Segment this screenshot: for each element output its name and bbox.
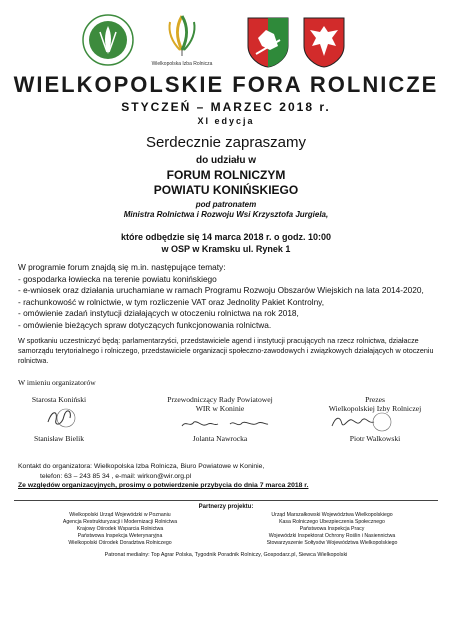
contact-line: telefon: 63 – 243 85 34 , e-mail: wirkon@wir.org.pl — [40, 472, 192, 480]
signature-role2: WIR w Koninie — [195, 404, 245, 413]
edition-label: XI edycja — [197, 116, 255, 126]
signature-name: Stanisław Bielik — [34, 434, 84, 443]
partner-item: Kasa Rolniczego Ubezpieczenia Społecznego — [279, 518, 385, 525]
wir-logo-text: Wielkopolska Izba Rolnicza — [151, 61, 213, 67]
signature-scribble-3 — [328, 412, 398, 432]
greeting: Serdecznie zapraszamy — [145, 134, 307, 151]
partner-item: Urząd Marszałkowski Województwa Wielkopolskiego — [271, 512, 393, 518]
signature-scribble-2 — [180, 418, 270, 430]
partner-item: Agencja Restrukturyzacji i Modernizacji Rolnictwa — [62, 518, 178, 525]
date-range: STYCZEŃ – MARZEC 2018 r. — [121, 100, 331, 114]
patronage-label: pod patronatem — [195, 200, 257, 209]
logo-row — [0, 12, 452, 70]
partner-item: Wielkopolski Ośrodek Doradztwa Rolniczego — [68, 539, 172, 546]
program-item: - omówienie bieżących spraw dotyczących funkcjonowania rolnictwa. — [18, 319, 272, 330]
wielkopolska-eagle-crest — [302, 16, 346, 68]
forum-title-line1: FORUM ROLNICZYM — [166, 168, 286, 182]
signature-role: Starosta Koniński — [31, 395, 87, 404]
participants-paragraph: W spotkaniu uczestniczyć będą: parlamentarzyści, przedstawiciele agend i instytucji pracujących na rzecz rolnictwa, działacze samorządu terytorialnego i rolniczego, przedstawiciele organizacji społeczno-zawodowych i związkowych działających w otoczeniu rolnictwa. — [18, 336, 434, 365]
program-item: - omówienie zadań instytucji działających w otoczeniu rolnictwa na rok 2018, — [18, 308, 299, 319]
partners-divider — [14, 500, 438, 501]
participate-label: do udziału w — [196, 155, 256, 166]
signature-role: Przewodniczący Rady Powiatowej — [167, 395, 273, 404]
partners-right-column — [232, 512, 432, 547]
rsvp-note: Ze względów organizacyjnych, prosimy o potwierdzenie przybycia do dnia 7 marca 2018 r. — [18, 482, 309, 489]
partner-item: Państwowa Inspekcja Weterynaryjna — [77, 532, 163, 539]
partner-item: Wojewódzki Inspektorat Ochrony Roślin i Nasiennictwa — [268, 532, 396, 539]
program-item: - e-wniosek oraz działania uruchamiane w ramach Programu Rozwoju Obszarów Wiejskich na lata 2014-2020, — [18, 285, 424, 296]
media-patronage: Patronat medialny: Top Agrar Polska, Tygodnik Poradnik Rolniczy, Gospodarz.pl, Siewca Wielkopolski — [104, 552, 348, 558]
partner-item: Krajowy Ośrodek Wsparcia Rolnictwa — [76, 525, 164, 532]
signature-role: Prezes — [365, 395, 385, 404]
page-title: WIELKOPOLSKIE FORA ROLNICZE — [13, 72, 439, 97]
partner-item: Państwowa Inspekcja Pracy — [299, 525, 365, 532]
event-location: w OSP w Kramsku ul. Rynek 1 — [161, 244, 291, 254]
signature-block-3 — [300, 395, 450, 413]
program-item: - rachunkowość w rolnictwie, w tym rozliczenie VAT oraz Jednolity Pakiet Kontrolny, — [18, 296, 325, 307]
program-section — [18, 262, 438, 332]
contact-line: Kontakt do organizatora: Wielkopolska Izba Rolnicza, Biuro Powiatowe w Koninie, — [18, 463, 265, 470]
program-item: - gospodarka łowiecka na terenie powiatu konińskiego — [18, 273, 217, 284]
signature-name: Jolanta Nawrocka — [192, 434, 248, 443]
partners-title: Partnerzy projektu: — [198, 504, 254, 510]
partner-item: Wielkopolski Urząd Wojewódzki w Poznaniu — [69, 512, 171, 518]
signature-block-2 — [140, 395, 300, 413]
partner-item: Stowarzyszenie Sołtysów Województwa Wielkopolskiego — [266, 539, 398, 546]
konin-county-crest — [246, 16, 290, 68]
event-datetime: które odbędzie się 14 marca 2018 r. o godz. 10:00 — [120, 232, 332, 242]
organizers-label: W imieniu organizatorów — [18, 378, 96, 387]
wir-logo — [150, 12, 214, 70]
signature-scribble-1 — [44, 404, 84, 430]
ministry-wreath-logo — [82, 14, 134, 66]
forum-title-line2: POWIATU KONIŃSKIEGO — [153, 183, 299, 197]
signature-role2: Wielkopolskiej Izby Rolniczej — [328, 404, 422, 413]
contact-section — [18, 462, 318, 491]
program-intro: W programie forum znajdą się m.in. następujące tematy: — [18, 262, 226, 272]
signature-name: Piotr Walkowski — [349, 434, 401, 443]
partners-left-column — [20, 512, 220, 547]
patron-name: Ministra Rolnictwa i Rozwoju Wsi Krzysztofa Jurgiela, — [123, 210, 329, 219]
